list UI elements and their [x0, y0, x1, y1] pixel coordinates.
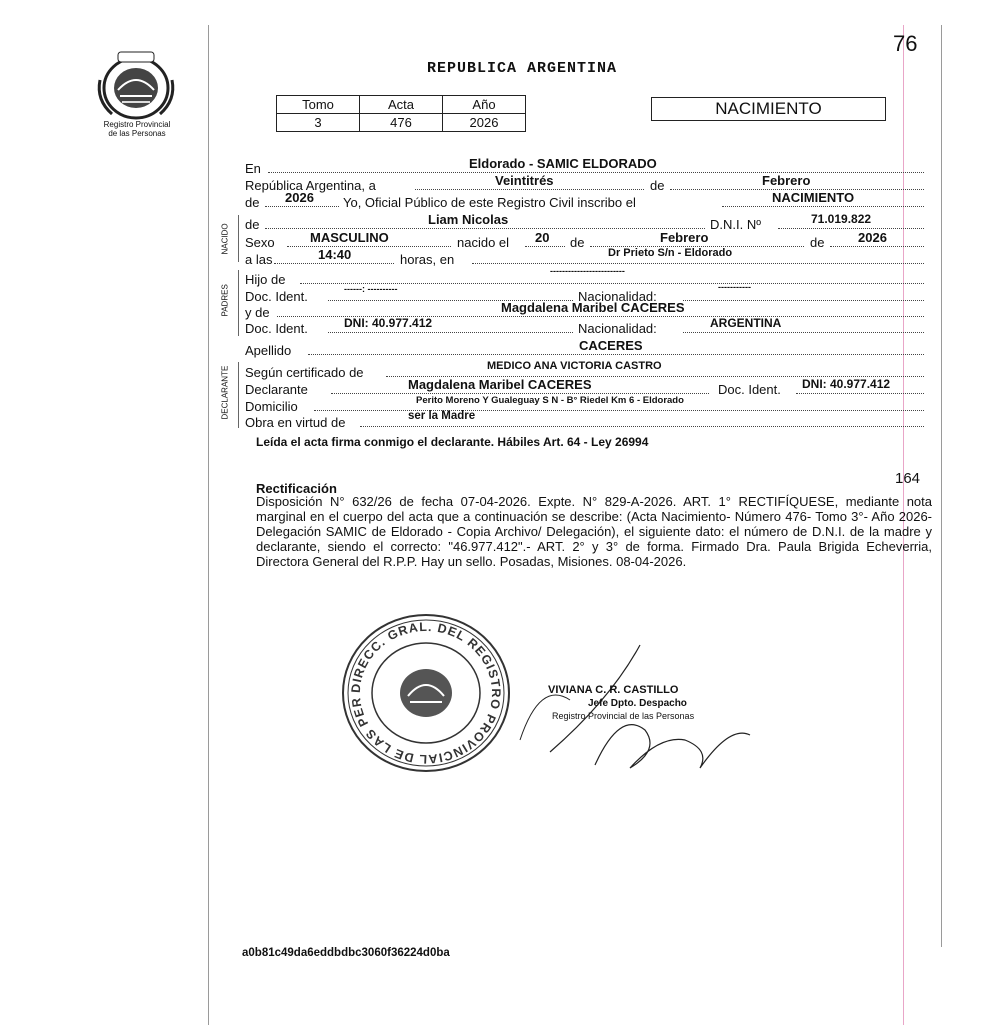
side-label-declarante: DECLARANTE: [220, 365, 230, 420]
dotted-line: [308, 354, 924, 355]
certificado-label: Según certificado de: [245, 365, 364, 380]
child-name-value: Liam Nicolas: [428, 212, 509, 227]
lugar-value: Dr Prieto S/n - Eldorado: [608, 247, 733, 259]
document-hash: a0b81c49da6eddbdbc3060f36224d0ba: [242, 947, 450, 959]
leida-statement: Leída el acta firma conmigo el declarante. Hábiles Art. 64 - Ley 26994: [256, 435, 649, 449]
signer-role: Jefe Dpto. Despacho: [588, 698, 687, 709]
doc-label: Doc. Ident.: [718, 382, 781, 397]
dotted-line: [683, 332, 924, 333]
nacionalidad-label: Nacionalidad:: [578, 321, 657, 336]
page-title: REPUBLICA ARGENTINA: [427, 60, 618, 77]
table-header-row: [277, 96, 526, 114]
left-margin-line: [208, 25, 209, 1025]
madre-nac-value: ARGENTINA: [710, 316, 782, 330]
dotted-line: [683, 300, 924, 301]
declarante-label: Declarante: [245, 382, 308, 397]
table-row: [277, 114, 526, 132]
table-cell: 2026: [443, 114, 526, 132]
apellido-value: CACERES: [579, 338, 643, 353]
nacido-section-bracket: [238, 215, 239, 262]
logo-caption: Registro Provincial de las Personas: [103, 120, 171, 138]
alas-label: a las: [245, 252, 273, 267]
apellido-label: Apellido: [245, 343, 292, 358]
birth-year-value: 2026: [858, 230, 887, 245]
signer-name: VIVIANA C. R. CASTILLO: [548, 684, 679, 696]
handwritten-signature: [510, 640, 760, 780]
dotted-line: [796, 393, 924, 394]
page-number: 76: [893, 31, 918, 56]
tomo-acta-table: [276, 95, 526, 132]
dotted-line: [472, 263, 924, 264]
sexo-value: MASCULINO: [310, 230, 389, 245]
dotted-line: [360, 426, 924, 427]
madre-doc-value: DNI: 40.977.412: [344, 316, 433, 330]
side-label-nacido: NACIDO: [220, 223, 230, 255]
stamp-ring-text: DIRECC. GRAL. DEL REGISTRO PROVINCIAL DE LAS PER: [348, 619, 504, 767]
dotted-line: [265, 228, 705, 229]
nacido-label: nacido el: [457, 235, 510, 250]
dotted-line: [830, 246, 924, 247]
padres-section-bracket: [238, 270, 239, 336]
domicilio-value: Perito Moreno Y Gualeguay S N - B° Riedel Km 6 - Eldorado: [416, 395, 684, 406]
rectification-number: 164: [895, 470, 921, 487]
declarante-section-bracket: [238, 362, 239, 428]
table-header-cell: Año: [443, 96, 526, 114]
dotted-line: [268, 172, 924, 173]
obra-value: ser la Madre: [408, 410, 476, 422]
doc-label: Doc. Ident.: [245, 289, 308, 304]
official-stamp: [340, 612, 512, 774]
doc-label: Doc. Ident.: [245, 321, 308, 336]
sexo-label: Sexo: [245, 235, 275, 250]
hora-value: 14:40: [318, 247, 352, 262]
padre-value: -------------------------: [550, 266, 625, 276]
de-label: de: [245, 195, 260, 210]
domicilio-label: Domicilio: [245, 399, 298, 414]
dni-value: 71.019.822: [811, 212, 872, 226]
day-value: Veintitrés: [495, 173, 554, 188]
oficial-text: Yo, Oficial Público de este Registro Civil inscribo el: [343, 195, 636, 210]
dotted-line: [331, 393, 709, 394]
dotted-line: [287, 246, 451, 247]
declarante-doc-value: DNI: 40.977.412: [802, 377, 891, 391]
dotted-line: [415, 189, 644, 190]
signer-organization: Registro Provincial de las Personas: [552, 711, 695, 721]
nacionalidad-label: Nacionalidad:: [578, 289, 657, 304]
record-type-box: NACIMIENTO: [651, 97, 886, 121]
birth-month-value: Febrero: [660, 230, 709, 245]
yde-label: y de: [245, 305, 270, 320]
horas-label: horas, en: [400, 252, 455, 267]
republica-label: República Argentina, a: [245, 178, 376, 193]
dotted-line: [265, 206, 339, 207]
right-margin-line: [941, 25, 942, 947]
hijo-label: Hijo de: [245, 272, 286, 287]
side-label-padres: PADRES: [220, 284, 230, 317]
dotted-line: [722, 206, 924, 207]
table-header-cell: Tomo: [277, 96, 360, 114]
de-label: de: [810, 235, 825, 250]
table-header-cell: Acta: [360, 96, 443, 114]
de-label: de: [650, 178, 665, 193]
dotted-line: [525, 246, 565, 247]
en-value: Eldorado - SAMIC ELDORADO: [469, 156, 657, 171]
certificado-value: MEDICO ANA VICTORIA CASTRO: [487, 360, 662, 372]
provincial-logo: [92, 50, 180, 120]
de-label: de: [245, 217, 260, 232]
madre-value: Magdalena Maribel CACERES: [501, 300, 685, 315]
dni-label: D.N.I. Nº: [710, 217, 761, 232]
dotted-line: [328, 332, 573, 333]
dotted-line: [778, 228, 924, 229]
de-label: de: [570, 235, 585, 250]
birth-day-value: 20: [535, 230, 550, 245]
dotted-line: [274, 263, 394, 264]
en-label: En: [245, 161, 261, 176]
year-value: 2026: [285, 190, 314, 205]
padre-nac-value: -----------: [718, 282, 751, 292]
dotted-line: [314, 410, 924, 411]
inscribo-value: NACIMIENTO: [772, 190, 855, 205]
obra-label: Obra en virtud de: [245, 415, 346, 430]
padre-doc-value: ------: ----------: [344, 284, 398, 294]
month-value: Febrero: [762, 173, 811, 188]
declarante-value: Magdalena Maribel CACERES: [408, 377, 592, 392]
table-cell: 3: [277, 114, 360, 132]
rectification-body: Disposición N° 632/26 de fecha 07-04-2026. Expte. N° 829-A-2026. ART. 1° RECTIFÍQUESE, mediante nota marginal en el cuerpo del acta que a continuación se describe: (Acta Nacimiento- Número 476- Tomo 3°- Año 2026- Delegación SAMIC de Eldorado - Copia Archivo/ Delegación), el siguiente dato: el número de D.N.I. de la madre y declarante, siendo el correcto: "46.977.412".- ART. 2° y 3° de forma. Firmado Dra. Paula Brigida Echeverria, Directora General del R.P.P. Hay un sello. Posadas, Misiones. 08-04-2026.: [256, 494, 932, 569]
table-cell: 476: [360, 114, 443, 132]
rectification-title: Rectificación: [256, 481, 337, 496]
